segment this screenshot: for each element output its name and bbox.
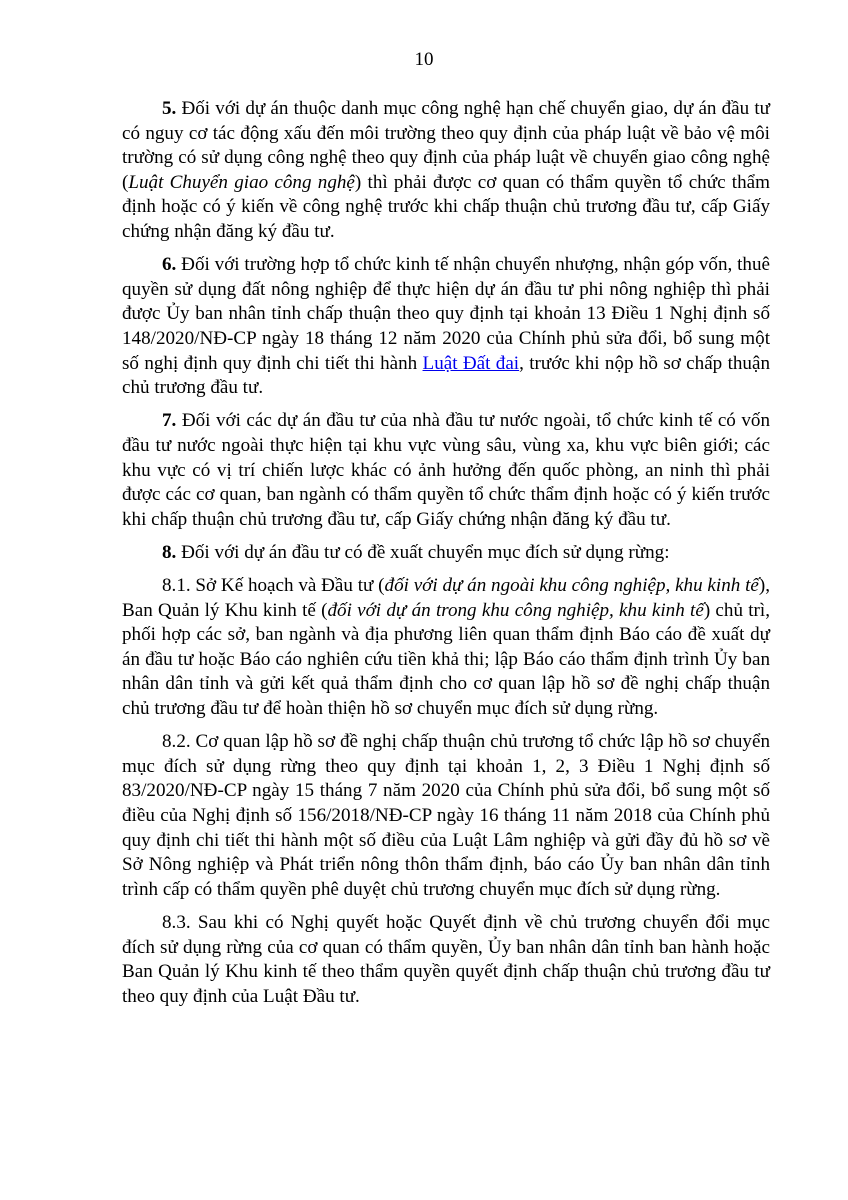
italic-text: đối với dự án trong khu công nghiệp, khu kinh tế [327, 599, 704, 621]
paragraph-number: 5. [162, 98, 177, 119]
paragraph-text: ), Ban Quản lý Khu kinh tế ( [122, 575, 771, 621]
paragraph-text: , trước khi nộp hồ sơ chấp thuận chủ trương đầu tư. [122, 352, 770, 399]
paragraph-number: 6. [162, 254, 177, 276]
paragraph-text: Đối với trường hợp tổ chức kinh tế nhận chuyển nhượng, nhận góp vốn, thuê quyền sử dụng đất nông nghiệp để thực hiện dự án đầu tư phi nông nghiệp thì phải được Ủy ban nhân tỉnh chấp thuận theo quy định tại khoản 13 Điều 1 Nghị định số 148/2020/NĐ-CP ngày 18 tháng 12 năm 2020 của Chính phủ sửa đổi, bổ sung một số nghị định quy định chi tiết thi hành [122, 254, 770, 374]
paragraph [122, 730, 770, 902]
paragraph-number: 7. [162, 410, 177, 432]
italic-text: Luật Chuyển giao công nghệ [128, 171, 355, 193]
paragraph [122, 253, 770, 401]
paragraph [122, 911, 770, 1009]
paragraph-number: 8. [162, 541, 177, 563]
paragraph [122, 409, 770, 532]
document-body [122, 97, 770, 1018]
paragraph-text: ) chủ trì, phối hợp các sở, ban ngành và địa phương liên quan thẩm định Báo cáo đề xuất dự án đầu tư hoặc Báo cáo nghiên cứu tiền khả thi; lập Báo cáo thẩm định trình Ủy ban nhân dân tỉnh và gửi kết quả thẩm định cho cơ quan lập hồ sơ đề nghị chấp thuận chủ trương đầu tư để hoàn thiện hồ sơ chuyển mục đích sử dụng rừng. [122, 599, 770, 720]
paragraph-text: ) thì phải được cơ quan có thẩm quyền tổ chức thẩm định hoặc có ý kiến về công nghệ trước khi chấp thuận chủ trương đầu tư, cấp Giấy chứng nhận đăng ký đầu tư. [122, 171, 770, 242]
paragraph-text: Đối với dự án thuộc danh mục công nghệ hạn chế chuyển giao, dự án đầu tư có nguy cơ tác động xấu đến môi trường theo quy định của pháp luật về bảo vệ môi trường có sử dụng công nghệ theo quy định của pháp luật về chuyển giao công nghệ ( [122, 98, 770, 193]
law-link[interactable]: Luật Đất đai [422, 352, 520, 374]
paragraph-text: 8.2. Cơ quan lập hồ sơ đề nghị chấp thuận chủ trương tổ chức lập hồ sơ chuyển mục đích sử dụng rừng theo quy định tại khoản 1, 2, 3 Điều 1 Nghị định số 83/2020/NĐ-CP ngày 15 tháng 7 năm 2020 của Chính phủ sửa đổi, bổ sung một số điều của Nghị định số 156/2018/NĐ-CP ngày 16 tháng 11 năm 2018 của Chính phủ quy định chi tiết thi hành một số điều của Luật Lâm nghiệp và gửi đầy đủ hồ sơ về Sở Nông nghiệp và Phát triển nông thôn thẩm định, báo cáo Ủy ban nhân dân tỉnh trình cấp có thẩm quyền phê duyệt chủ trương chuyển mục đích sử dụng rừng. [122, 731, 770, 900]
paragraph-text: Đối với dự án đầu tư có đề xuất chuyển mục đích sử dụng rừng: [176, 541, 670, 563]
paragraph-text: 8.1. Sở Kế hoạch và Đầu tư ( [162, 575, 385, 597]
paragraph-text: Đối với các dự án đầu tư của nhà đầu tư nước ngoài, tổ chức kinh tế có vốn đầu tư nước ngoài thực hiện tại khu vực vùng sâu, vùng xa, khu vực biên giới; các khu vực có vị trí chiến lược khác có ảnh hưởng đến quốc phòng, an ninh thì phải được các cơ quan, ban ngành có thẩm quyền tổ chức thẩm định hoặc có ý kiến trước khi chấp thuận chủ trương đầu tư, cấp Giấy chứng nhận đăng ký đầu tư. [122, 410, 770, 530]
paragraph-text: 8.3. Sau khi có Nghị quyết hoặc Quyết định về chủ trương chuyển đổi mục đích sử dụng rừng của cơ quan có thẩm quyền, Ủy ban nhân dân tỉnh ban hành hoặc Ban Quản lý Khu kinh tế theo thẩm quyền quyết định chấp thuận chủ trương đầu tư theo quy định của Luật Đầu tư. [122, 911, 770, 1007]
paragraph [122, 541, 770, 566]
paragraph [122, 97, 770, 245]
italic-text: đối với dự án ngoài khu công nghiệp, khu kinh tế [384, 575, 759, 597]
page-number: 10 [414, 49, 434, 70]
paragraph [122, 574, 770, 722]
